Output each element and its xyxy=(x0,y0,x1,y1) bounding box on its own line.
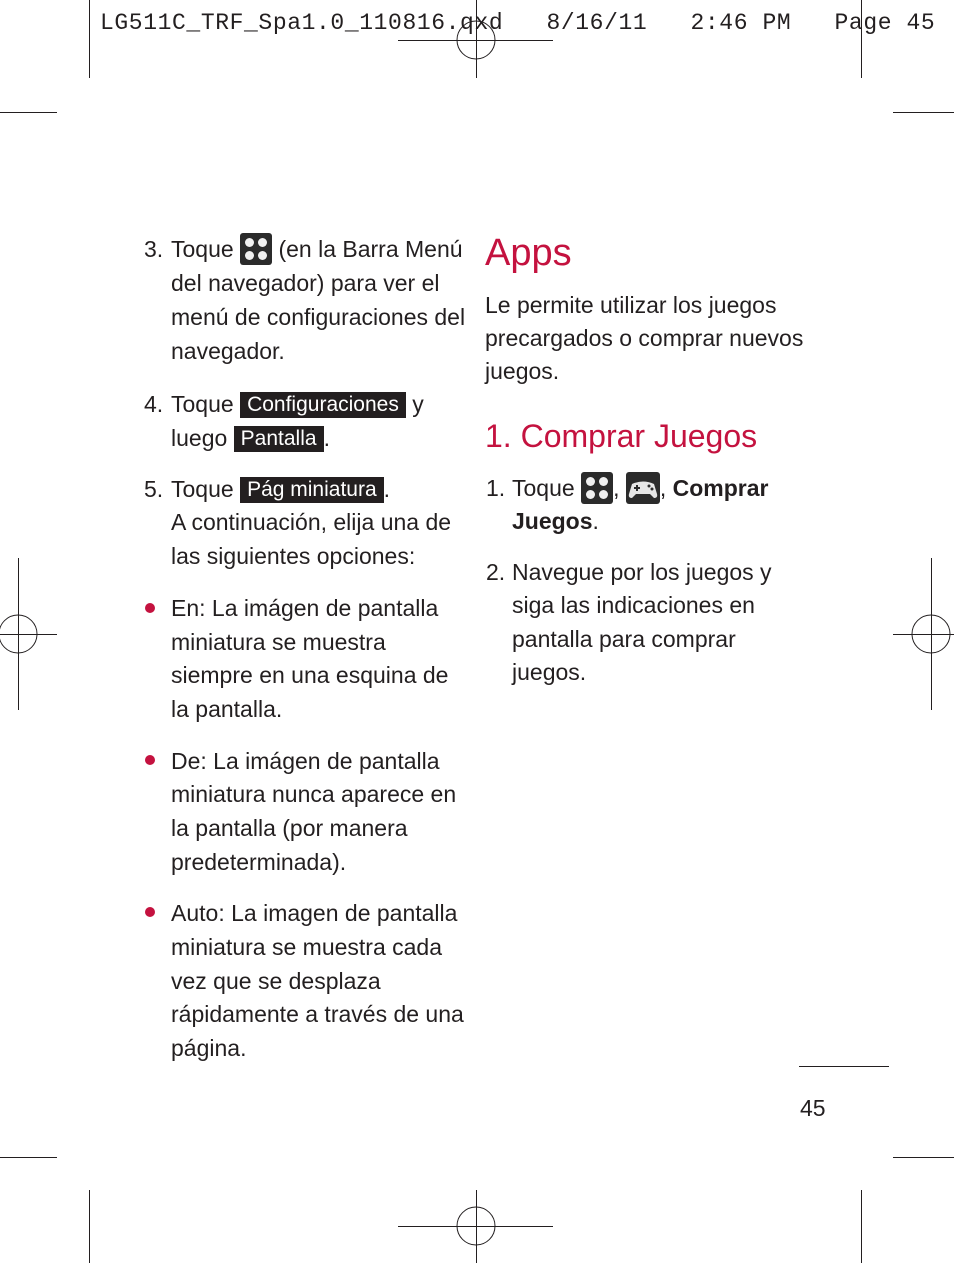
bullet-icon xyxy=(145,907,155,917)
configuraciones-button: Configuraciones xyxy=(240,392,406,418)
page-title: Apps xyxy=(485,232,572,274)
option-term: En xyxy=(171,595,200,621)
step-text: menú de configuraciones del xyxy=(171,304,466,330)
bullet-icon xyxy=(145,603,155,613)
step-number: 2. xyxy=(486,559,506,585)
section-title: 1. Comprar Juegos xyxy=(485,418,758,454)
option-text: miniatura se muestra cada xyxy=(171,934,443,960)
step-text: Toque xyxy=(171,391,234,417)
step-text: pantalla para comprar xyxy=(512,626,736,652)
step-text: las siguientes opciones: xyxy=(171,543,416,569)
step-text: del navegador) para ver el xyxy=(171,270,440,296)
bullet-icon xyxy=(145,755,155,765)
option-text: la pantalla. xyxy=(171,696,283,722)
option-text: miniatura se muestra xyxy=(171,629,386,655)
gamepad-icon xyxy=(626,472,660,504)
step-text: luego xyxy=(171,425,228,451)
option-term: Auto xyxy=(171,900,219,926)
intro-text: precargados o comprar nuevos xyxy=(485,325,804,351)
apps-grid-icon xyxy=(581,472,613,504)
step-text: Toque xyxy=(171,236,234,262)
page-number: 45 xyxy=(800,1095,826,1121)
step-number: 4. xyxy=(144,391,164,417)
option-term: De xyxy=(171,748,201,774)
option-text: la pantalla (por manera xyxy=(171,815,408,841)
step-text: Navegue por los juegos y xyxy=(512,559,772,585)
step-number: 1. xyxy=(486,475,506,501)
intro-text: juegos. xyxy=(485,358,560,384)
option-text: vez que se desplaza xyxy=(171,968,381,994)
step-text: y xyxy=(412,391,424,417)
step-text: A continuación, elija una de xyxy=(171,509,452,535)
step-text: . xyxy=(383,476,391,502)
step-number: 3. xyxy=(144,236,164,262)
footer-rule xyxy=(799,1066,889,1067)
step-text: siga las indicaciones en xyxy=(512,592,755,618)
intro-text: Le permite utilizar los juegos xyxy=(485,292,777,318)
option-text: predeterminada). xyxy=(171,849,347,875)
option-text: siempre en una esquina de xyxy=(171,662,449,688)
step-text: Toque xyxy=(512,475,575,501)
pantalla-button: Pantalla xyxy=(234,426,324,452)
step-bold: Juegos xyxy=(512,508,593,534)
pag-miniatura-button: Pág miniatura xyxy=(240,477,384,503)
option-text: : La imagen de pantalla xyxy=(218,900,458,926)
step-text: juegos. xyxy=(512,659,587,685)
option-text: : La imágen de pantalla xyxy=(200,748,440,774)
step-text: navegador. xyxy=(171,338,285,364)
step-text: . xyxy=(592,508,599,534)
option-text: : La imágen de pantalla xyxy=(199,595,439,621)
option-text: rápidamente a través de una xyxy=(171,1001,464,1027)
option-text: página. xyxy=(171,1035,247,1061)
step-text: , xyxy=(659,475,667,501)
step-text: . xyxy=(323,425,330,451)
step-number: 5. xyxy=(144,476,164,502)
step-text: , xyxy=(613,475,620,501)
option-text: miniatura nunca aparece en xyxy=(171,781,457,807)
step-text: (en la Barra Menú xyxy=(278,236,463,262)
apps-grid-icon xyxy=(240,233,272,265)
print-slug: LG511C_TRF_Spa1.0_110816.qxd 8/16/11 2:46 PM Page 45 xyxy=(100,10,936,36)
step-bold: Comprar xyxy=(672,475,769,501)
step-text: Toque xyxy=(171,476,234,502)
